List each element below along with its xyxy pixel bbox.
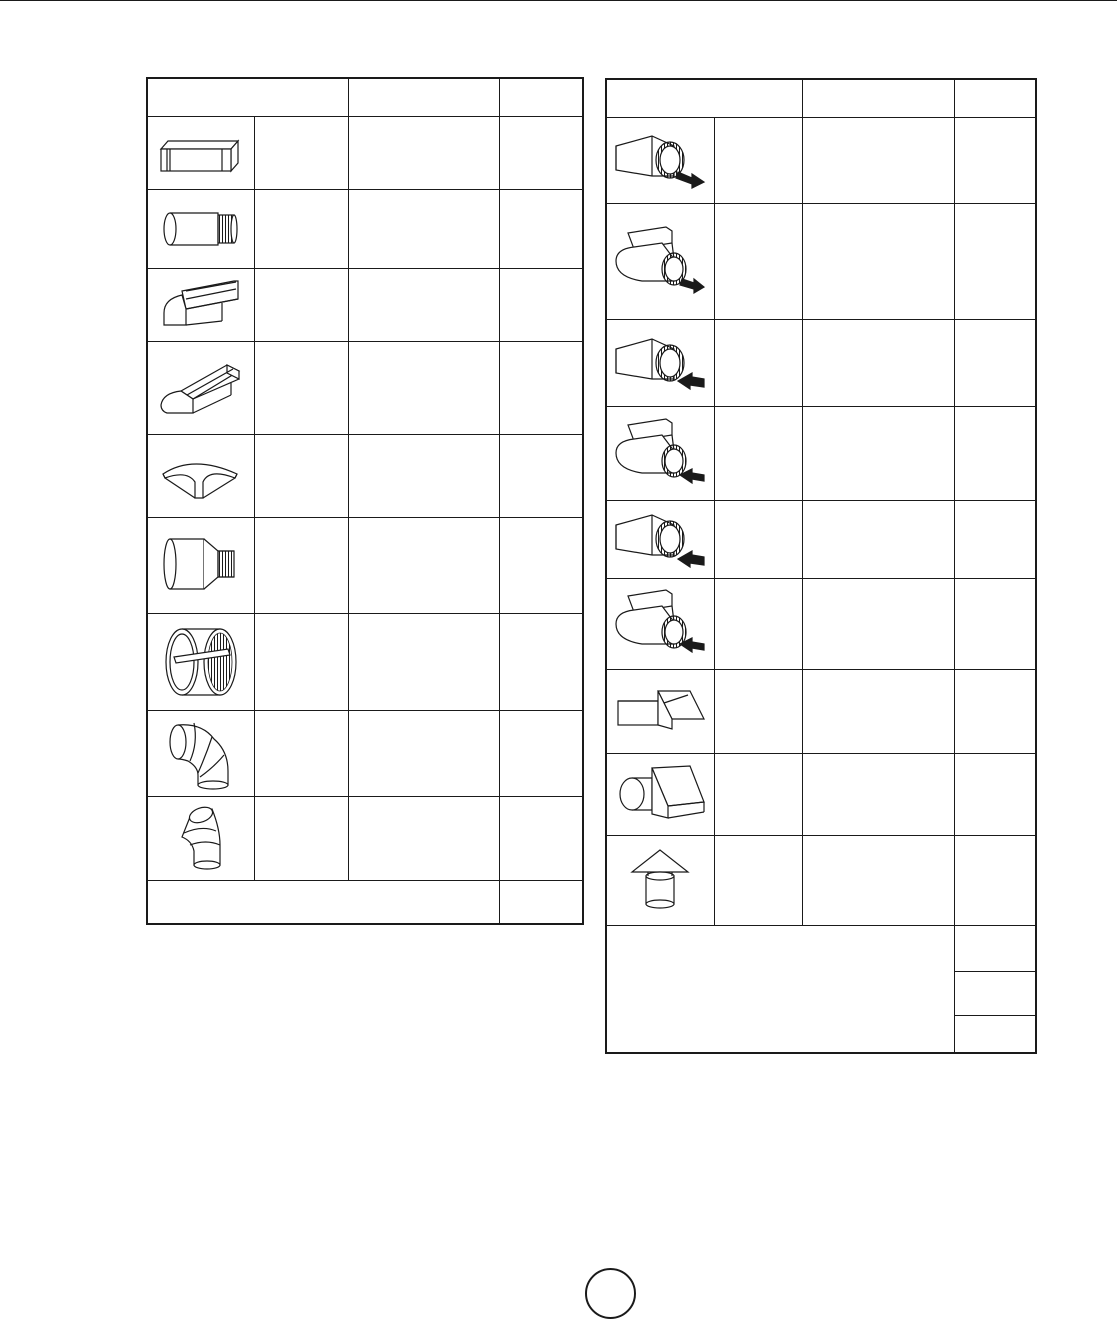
table-row [147, 268, 583, 341]
item-name [714, 203, 802, 319]
roof-cap-icon [606, 835, 714, 925]
table-footer [147, 880, 583, 924]
duct-parts-table-left [146, 77, 584, 925]
item-part-number [802, 203, 954, 319]
item-quantity [954, 835, 1036, 925]
item-name [714, 319, 802, 406]
transition-elbow-in-arrow-icon [606, 406, 714, 500]
item-quantity [499, 341, 583, 434]
item-part-number [348, 434, 499, 517]
footer-label [606, 925, 954, 1053]
table-row [147, 613, 583, 710]
item-part-number [348, 517, 499, 613]
top-rule [0, 0, 1117, 1]
transition-straight-out-arrow-icon [606, 117, 714, 203]
item-part-number [348, 341, 499, 434]
table-row [147, 341, 583, 434]
header-part-number [348, 78, 499, 116]
item-name [714, 753, 802, 835]
rectangular-elbow-90-icon [147, 434, 254, 517]
table-row [606, 406, 1036, 500]
item-part-number [348, 116, 499, 189]
item-quantity [499, 116, 583, 189]
round-elbow-90-icon [147, 710, 254, 796]
round-elbow-45-icon [147, 796, 254, 880]
transition-straight-in-arrow-2-icon [606, 500, 714, 578]
table-footer [606, 925, 1036, 971]
item-quantity [499, 268, 583, 341]
footer-value [954, 1015, 1036, 1053]
item-name [714, 669, 802, 753]
rectangular-elbow-flat-icon [147, 268, 254, 341]
item-name [254, 189, 348, 268]
table-row [606, 117, 1036, 203]
item-part-number [802, 117, 954, 203]
item-quantity [954, 203, 1036, 319]
item-name [714, 117, 802, 203]
round-reducer-icon [147, 517, 254, 613]
transition-elbow-out-arrow-icon [606, 203, 714, 319]
wall-cap-round-icon [606, 753, 714, 835]
table-header [147, 78, 583, 116]
item-part-number [802, 406, 954, 500]
table-row [147, 710, 583, 796]
header-piece [606, 79, 802, 117]
rectangular-duct-icon [147, 116, 254, 189]
item-part-number [802, 500, 954, 578]
item-part-number [802, 319, 954, 406]
table-row [606, 203, 1036, 319]
header-quantity [499, 78, 583, 116]
item-part-number [802, 669, 954, 753]
table-row [147, 189, 583, 268]
wall-cap-rectangular-icon [606, 669, 714, 753]
item-part-number [348, 796, 499, 880]
item-quantity [499, 796, 583, 880]
item-quantity [954, 500, 1036, 578]
item-part-number [348, 189, 499, 268]
item-quantity [954, 669, 1036, 753]
rectangular-elbow-45-icon [147, 341, 254, 434]
duct-parts-table-right [605, 78, 1037, 1054]
table-row [147, 434, 583, 517]
header-quantity [954, 79, 1036, 117]
item-quantity [499, 189, 583, 268]
footer-label [147, 880, 499, 924]
item-quantity [954, 319, 1036, 406]
item-part-number [348, 710, 499, 796]
item-name [254, 116, 348, 189]
table-row [606, 500, 1036, 578]
item-quantity [499, 517, 583, 613]
round-duct-icon [147, 189, 254, 268]
table-row [606, 319, 1036, 406]
item-name [714, 835, 802, 925]
table-row [147, 796, 583, 880]
item-quantity [954, 117, 1036, 203]
item-name [254, 341, 348, 434]
table-header [606, 79, 1036, 117]
table-row [606, 835, 1036, 925]
header-part-number [802, 79, 954, 117]
table-row [606, 578, 1036, 669]
item-name [254, 613, 348, 710]
page-number-badge [585, 1268, 636, 1319]
table-row [147, 116, 583, 189]
footer-value [954, 925, 1036, 971]
item-name [254, 268, 348, 341]
item-name [714, 406, 802, 500]
footer-quantity [499, 880, 583, 924]
item-part-number [348, 613, 499, 710]
item-quantity [954, 578, 1036, 669]
item-quantity [499, 613, 583, 710]
table-row [606, 753, 1036, 835]
item-name [714, 500, 802, 578]
header-piece [147, 78, 348, 116]
item-name [254, 434, 348, 517]
item-name [714, 578, 802, 669]
footer-value [954, 971, 1036, 1015]
transition-elbow-in-arrow-2-icon [606, 578, 714, 669]
item-name [254, 517, 348, 613]
transition-straight-in-arrow-icon [606, 319, 714, 406]
item-part-number [348, 268, 499, 341]
item-quantity [499, 434, 583, 517]
item-quantity [499, 710, 583, 796]
item-part-number [802, 753, 954, 835]
item-name [254, 796, 348, 880]
item-part-number [802, 578, 954, 669]
item-quantity [954, 406, 1036, 500]
table-row [147, 517, 583, 613]
damper-icon [147, 613, 254, 710]
table-row [606, 669, 1036, 753]
item-name [254, 710, 348, 796]
item-quantity [954, 753, 1036, 835]
item-part-number [802, 835, 954, 925]
